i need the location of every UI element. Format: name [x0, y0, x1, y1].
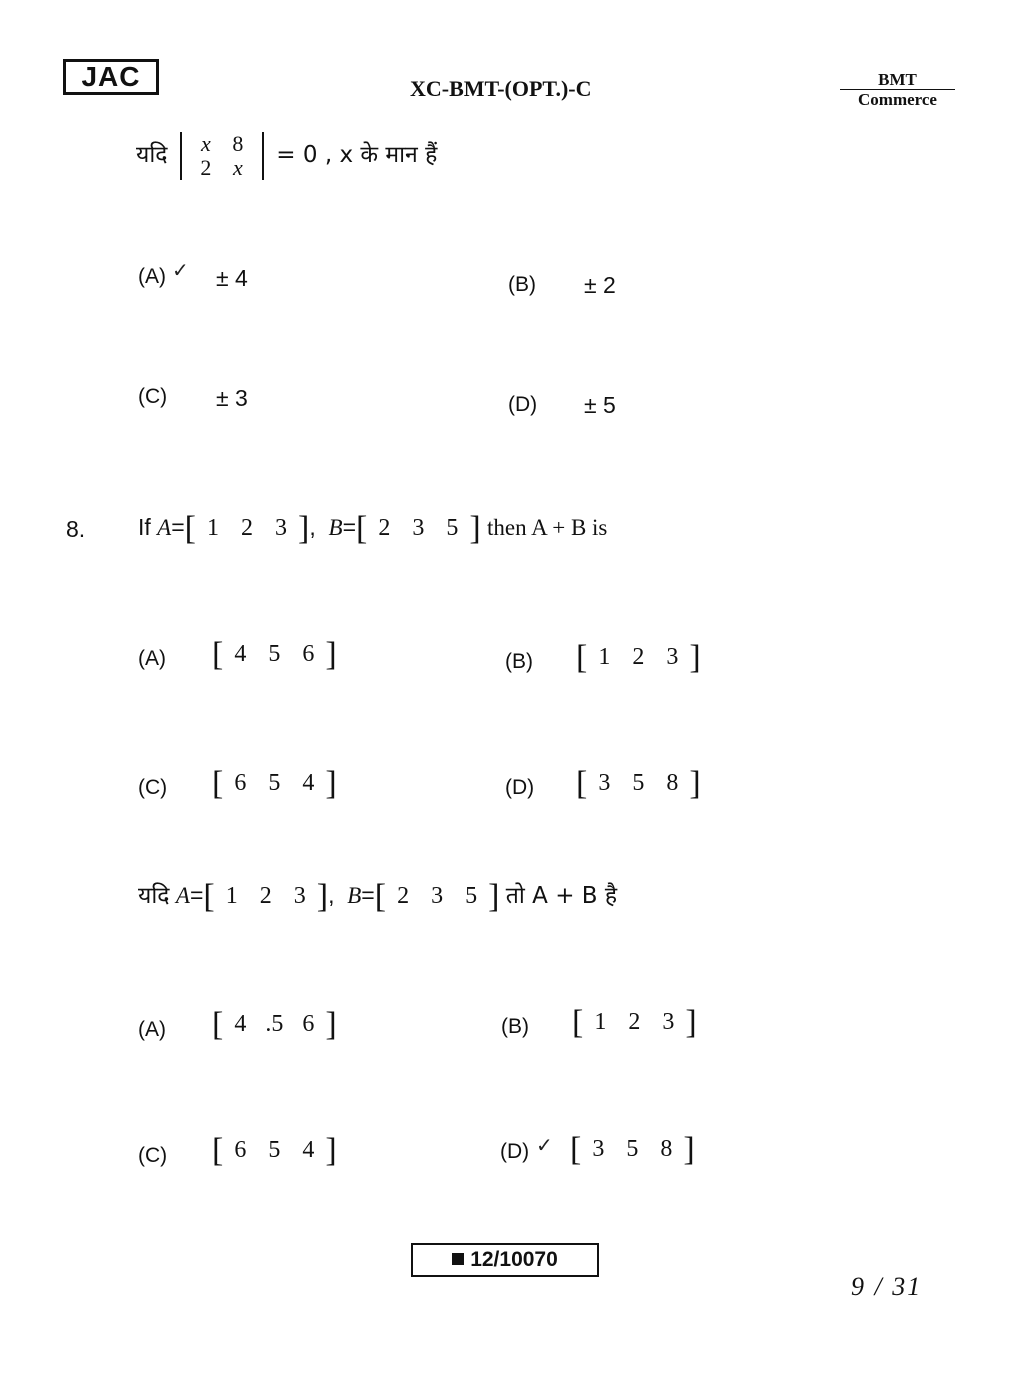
q8h-option-a-label: (A): [138, 1018, 166, 1041]
matrix-a-2: 2: [241, 515, 253, 541]
q8h-option-d-value: [ 3 5 8 ]: [570, 1131, 695, 1168]
booklet-code: 12/10070: [470, 1248, 558, 1271]
paper-code: XC-BMT-(OPT.)-C: [410, 76, 592, 101]
booklet-code-box: [411, 1243, 599, 1277]
subject-line1: BMT: [840, 71, 955, 90]
q7-option-a-value: ± 4: [216, 265, 248, 291]
determinant: [180, 132, 264, 180]
q8-option-c-label: (C): [138, 776, 168, 799]
subject-line2: Commerce: [858, 90, 937, 109]
subject-label: [840, 71, 955, 110]
q8h-option-b-label: (B): [501, 1015, 529, 1038]
q7-option-b-value: ± 2: [584, 272, 616, 298]
q8h-option-c-value: [ 6 5 4 ]: [212, 1132, 337, 1169]
q7-suffix: = 0 , x के मान हैं: [276, 142, 438, 169]
q8-option-c-value: [ 6 5 4 ]: [212, 765, 337, 802]
q7-option-d-label: (D): [508, 393, 538, 416]
q8h-option-c-label: (C): [138, 1144, 168, 1167]
q7-option-d-value: ± 5: [584, 392, 616, 418]
q8-option-a-value: [ 4 5 6 ]: [212, 636, 337, 673]
det-a11: x: [201, 131, 211, 156]
page-number: 9 / 31: [851, 1272, 923, 1301]
board-logo-box: JAC: [63, 59, 159, 95]
q7-option-a-label: (A): [138, 265, 166, 288]
check-mark-icon: ✓: [172, 260, 189, 282]
q8-then: then A + B is: [487, 515, 608, 540]
q8-number: 8.: [66, 516, 86, 542]
square-bullet-icon: [452, 1253, 464, 1265]
q7-option-c-value: ± 3: [216, 385, 248, 411]
det-a22: x: [233, 155, 243, 180]
q8-option-b-label: (B): [505, 650, 533, 673]
matrix-b-1: 2: [378, 515, 391, 541]
q7-hindi-question: [136, 132, 437, 180]
q8h-option-a-value: [ 4 .5 6 ]: [212, 1006, 337, 1043]
q8-option-a-label: (A): [138, 647, 166, 670]
q7-option-b-label: (B): [508, 273, 536, 296]
q8-hindi-question: यदि A=[ 1 2 3 ], B=[ 2 3 5 ] तो A + B है: [138, 878, 618, 915]
matrix-a-1: 1: [207, 515, 219, 541]
q8h-option-d-label: (D): [500, 1140, 530, 1163]
q8-option-b-value: [ 1 2 3 ]: [576, 639, 701, 676]
q8-hindi-then: तो A + B है: [505, 883, 618, 909]
q7-option-c-label: (C): [138, 385, 168, 408]
q8h-option-b-value: [ 1 2 3 ]: [572, 1004, 697, 1041]
q8-option-d-label: (D): [505, 776, 535, 799]
det-a21: 2: [200, 155, 212, 180]
matrix-b-2: 3: [412, 515, 425, 541]
check-mark-icon: ✓: [536, 1135, 553, 1157]
q8-if: If: [138, 514, 151, 540]
q8-option-d-value: [ 3 5 8 ]: [576, 765, 701, 802]
q8-english-question: If A=[ 1 2 3 ], B=[ 2 3 5 ] then A + B is: [138, 510, 608, 547]
q8-hindi-if: यदि: [138, 883, 170, 909]
q7-prefix: यदि: [136, 142, 168, 169]
det-a12: 8: [232, 131, 244, 156]
matrix-a-3: 3: [275, 515, 287, 541]
matrix-b-3: 5: [446, 515, 459, 541]
